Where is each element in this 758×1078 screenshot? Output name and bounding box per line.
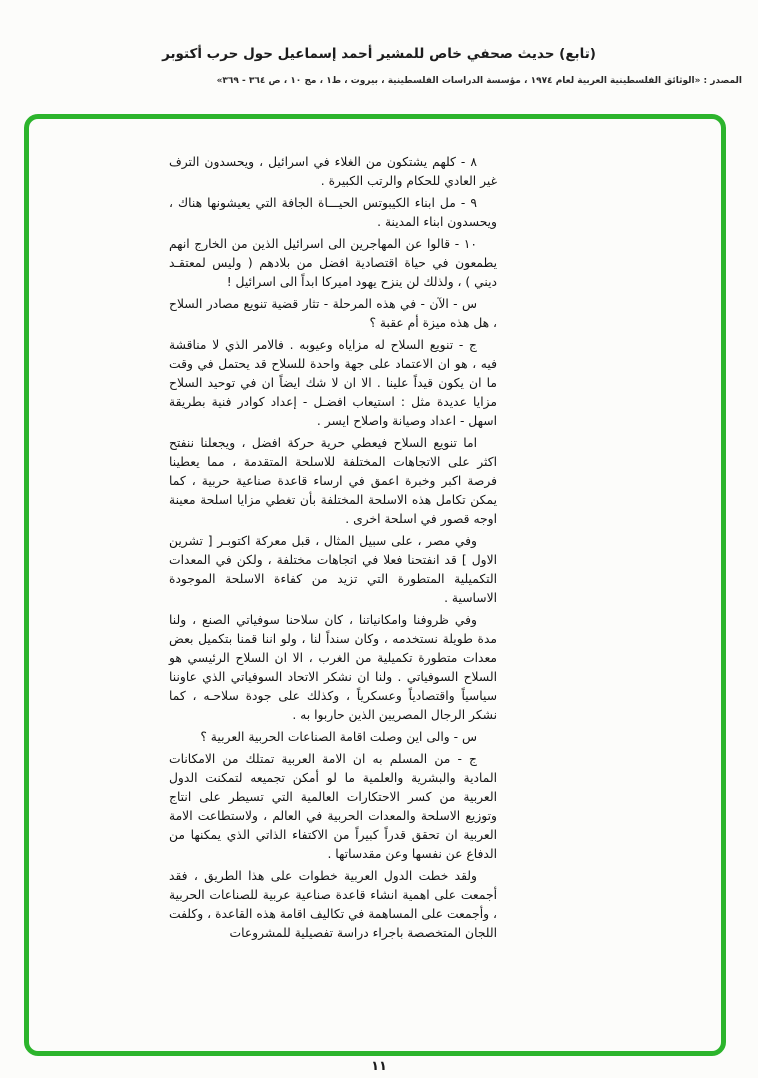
document-title: (تابع) حديث صحفي خاص للمشير أحمد إسماعيل حول حرب أكتوبر	[162, 46, 596, 62]
paragraph-soviet-weapons: وفي ظروفنا وامكانياتنا ، كان سلاحنا سوفياتي الصنع ، ولنا مدة طويلة نستخدمه ، وكان سنداً لنا ، ولو اننا قمنا بتكميل بعض معدات متطورة تكميلية من الغرب ، الا ان السلاح الرئيسي هو السلاح السوفياتي . ولنا ان نشكر الاتحاد السوفياتي الذي عاوننا سياسياً واقتصادياً وعسكرياً ، وكذلك على جودة سلاحـه ، كما نشكر الرجال المصريين الذين حاربوا به .	[169, 613, 497, 722]
paragraph-egypt-example: وفي مصر ، على سبيل المثال ، قبل معركة اكتوبـر [ تشرين الاول ] قد انفتحنا فعلا في اتجاهات مختلفة ، ولكن في المعدات التكميلية المتطورة التي تزيد من كفاءة الاسلحة الموجودة الاساسية .	[169, 534, 497, 605]
page-number: ١١	[371, 1059, 387, 1074]
paragraph-question-weapon-diversity: س - الآن - في هذه المرحلة - تثار قضية تنويع مصادر السلاح ، هل هذه ميزة أم عقبة ؟	[169, 297, 497, 330]
page-header	[0, 0, 758, 62]
paragraph-item-10: ١٠ - قالوا عن المهاجرين الى اسرائيل الذين من الخارج انهم يطمعون في حياة اقتصادية افضل من بلادهم ( وليس لمعتقـد ديني ) ، ولذلك لن ينزح يهود اميركا ابداً الى اسرائيل !	[169, 237, 497, 289]
document-frame	[24, 114, 726, 1056]
document-body	[169, 153, 497, 946]
paragraph-diversity-benefits: اما تنويع السلاح فيعطي حرية حركة افضل ، ويجعلنا ننفتح اكثر على الاتجاهات المختلفة للاسلحة المتقدمة ، مما يعطينا فرصة اكبر وخبرة اعمق في ارساء قاعدة صناعية حربية ، كما يمكن تكامل هذه الاسلحة المختلفة بأن تغطي مزايا اسلحة معينة اوجه قصور في اسلحة اخرى .	[169, 436, 497, 526]
paragraph-item-8: ٨ - كلهم يشتكون من الغلاء في اسرائيل ، ويحسدون الترف غير العادي للحكام والرتب الكبيرة .	[169, 155, 497, 188]
source-citation: المصدر : «الوثائق الفلسطينية العربية لعام ١٩٧٤ ، مؤسسة الدراسات الفلسطينية ، بيروت ، ط١ ، مج ١٠ ، ص ٣٦٤ - ٣٦٩»	[216, 76, 742, 86]
paragraph-item-9: ٩ - مل ابناء الكيبوتس الحيـــاة الجافة التي يعيشونها هناك ، ويحسدون ابناء المدينة .	[169, 196, 497, 229]
paragraph-question-arab-industry: س - والى اين وصلت اقامة الصناعات الحربية العربية ؟	[200, 730, 477, 744]
paragraph-answer-weapon-diversity: ج - تنويع السلاح له مزاياه وعيوبه . فالامر الذي لا مناقشة فيه ، هو ان الاعتماد على جهة واحدة للسلاح قد يحتمل في وقت ما ان يكون قيداً علينا . الا ان لا شك ايضاً ان في توحيد السلاح مزايا عديدة مثل : استيعاب افضـل - إعداد كوادر فنية بطريقة اسهل - اعداد وصيانة واصلاح ايسر .	[169, 338, 497, 428]
paragraph-answer-arab-industry: ج - من المسلم به ان الامة العربية تمتلك من الامكانات المادية والبشرية والعلمية ما لو أمكن تجميعه لتمكنت الدول العربية من كسر الاحتكارات العالمية التي تسيطر على انتاج وتوزيع الاسلحة والمعدات الحربية في العالم ، ولاستطاعت الامة العربية ان تحقق قدراً كبيراً من الاكتفاء الذاتي الذي يمكنها من الدفاع عن نفسها وعن مقدساتها .	[169, 752, 497, 861]
paragraph-arab-steps: ولقد خطت الدول العربية خطوات على هذا الطريق ، فقد أجمعت على اهمية انشاء قاعدة صناعية عربية للصناعات الحربية ، وأجمعت على المساهمة في تكاليف اقامة هذه القاعدة ، وكلفت اللجان المتخصصة باجراء دراسة تفصيلية للمشروعات	[169, 869, 497, 940]
